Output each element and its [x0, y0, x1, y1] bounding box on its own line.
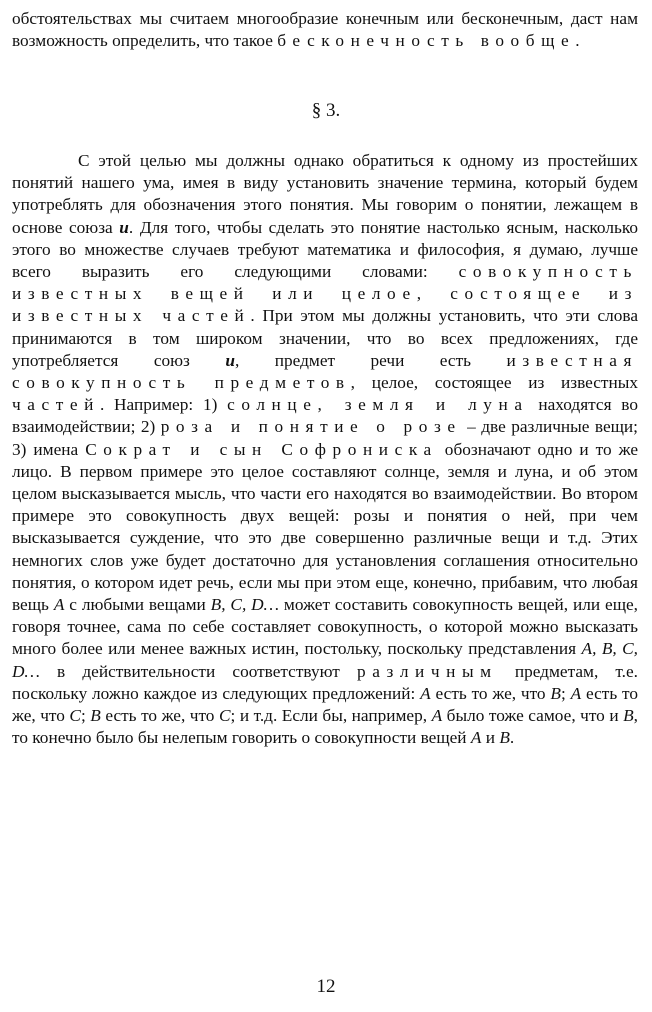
text-run: предметам, т.е. поскольку ложно каждое из следующих предложений: — [12, 661, 638, 703]
variable: C — [218, 706, 231, 726]
text-run: . Например: 1) — [99, 395, 228, 415]
text-run: . — [575, 31, 580, 51]
main-paragraph — [12, 150, 638, 749]
spaced-emphasis: различным — [357, 661, 498, 681]
section-heading: § 3. — [311, 100, 341, 121]
text-run: ; — [80, 706, 91, 726]
text-run: , целое, состоящее из известных — [350, 373, 638, 393]
spaced-emphasis: солнце, земля и луна — [227, 395, 529, 415]
variable: B — [499, 728, 510, 748]
text-run: в действительности соответствуют — [39, 661, 357, 681]
variable: B — [623, 706, 634, 726]
variable: A — [470, 728, 482, 748]
text-run: и — [481, 728, 500, 748]
text-run: ; — [560, 683, 571, 703]
text-run: находятся во взаимодействии; 2) — [12, 395, 638, 437]
emphasis-conjunction: и — [225, 350, 235, 370]
variable: B, C, D… — [210, 595, 280, 615]
variable: A — [431, 706, 443, 726]
variable: B — [550, 683, 561, 703]
spaced-emphasis: совокупность известных вещей или целое, состоящее из известных частей — [12, 262, 638, 326]
page-number: 12 — [316, 976, 336, 997]
spaced-emphasis: частей — [12, 395, 100, 415]
text-run: С этой целью мы должны однако обратиться к одному из простейших понятий нашего ума, имея в виду установить значение термина, который будем употреблять для обозначения этого понятия. Мы говорим о понятии, лежащем в основе союза — [12, 151, 638, 237]
text-run: . При этом мы должны установить, что эти слова принимаются в том широком значении, что во всех предложениях, где употребляется союз — [12, 306, 638, 370]
text-run: . Для того, чтобы сделать это понятие настолько ясным, насколько этого во множестве случаев требуют математика и философия, я думаю, лучше всего выразить его следующими словами: — [12, 217, 638, 282]
spaced-emphasis: известная совокупность предметов — [12, 350, 638, 393]
text-run: обстоятельствах мы считаем многообразие конечным или бесконечным, даст нам возможность определить, что такое — [12, 9, 638, 51]
variable: A — [570, 683, 582, 703]
spaced-emphasis: роза и понятие о розе — [160, 417, 462, 437]
variable: A — [420, 683, 431, 703]
variable: A, B, C, D… — [12, 639, 638, 681]
text-run: ; и т.д. Если бы, например, — [230, 706, 432, 726]
text-run: может составить совокупность вещей, или еще, говоря точнее, сама по себе составляет совокупность, о которой можно высказать много более или менее важных истин, постольку, поскольку представления — [12, 595, 638, 659]
text-run: есть то же, что — [430, 683, 551, 703]
variable: A — [53, 595, 65, 615]
text-run: . — [509, 728, 515, 748]
spaced-emphasis: Сократ и сын Софрониска — [85, 439, 438, 459]
text-run: – две различные вещи; 3) имена — [12, 417, 638, 459]
intro-paragraph — [12, 8, 638, 52]
text-run: есть то же, что — [100, 706, 219, 726]
variable: C — [69, 706, 81, 726]
spaced-emphasis: бесконечность вообще — [277, 31, 576, 51]
text-run: было тоже самое, что и — [442, 706, 624, 726]
variable: B — [90, 706, 101, 726]
emphasis-conjunction: и — [119, 217, 129, 237]
text-run: обозначают одно и то же лицо. В первом примере это целое составляют солнце, земля и луна, и об этом целом высказывается мысль, что части его находятся во взаимодействии. Во втором примере это совокупность двух вещей: розы и понятия о ней, при чем высказывается суждение, что это две совершенно различные вещи и т.д. Этих немногих слов уже будет достаточно для установления соглашения относительно понятия, о котором идет речь, если мы при этом еще, конечно, прибавим, что любая вещь — [12, 439, 638, 615]
text-run: , то конечно было бы нелепым говорить о совокупности вещей — [12, 706, 638, 748]
text-run: с любыми вещами — [64, 595, 211, 615]
text-run: есть то же, что — [12, 683, 638, 726]
text-run: , предмет речи есть — [234, 350, 507, 370]
